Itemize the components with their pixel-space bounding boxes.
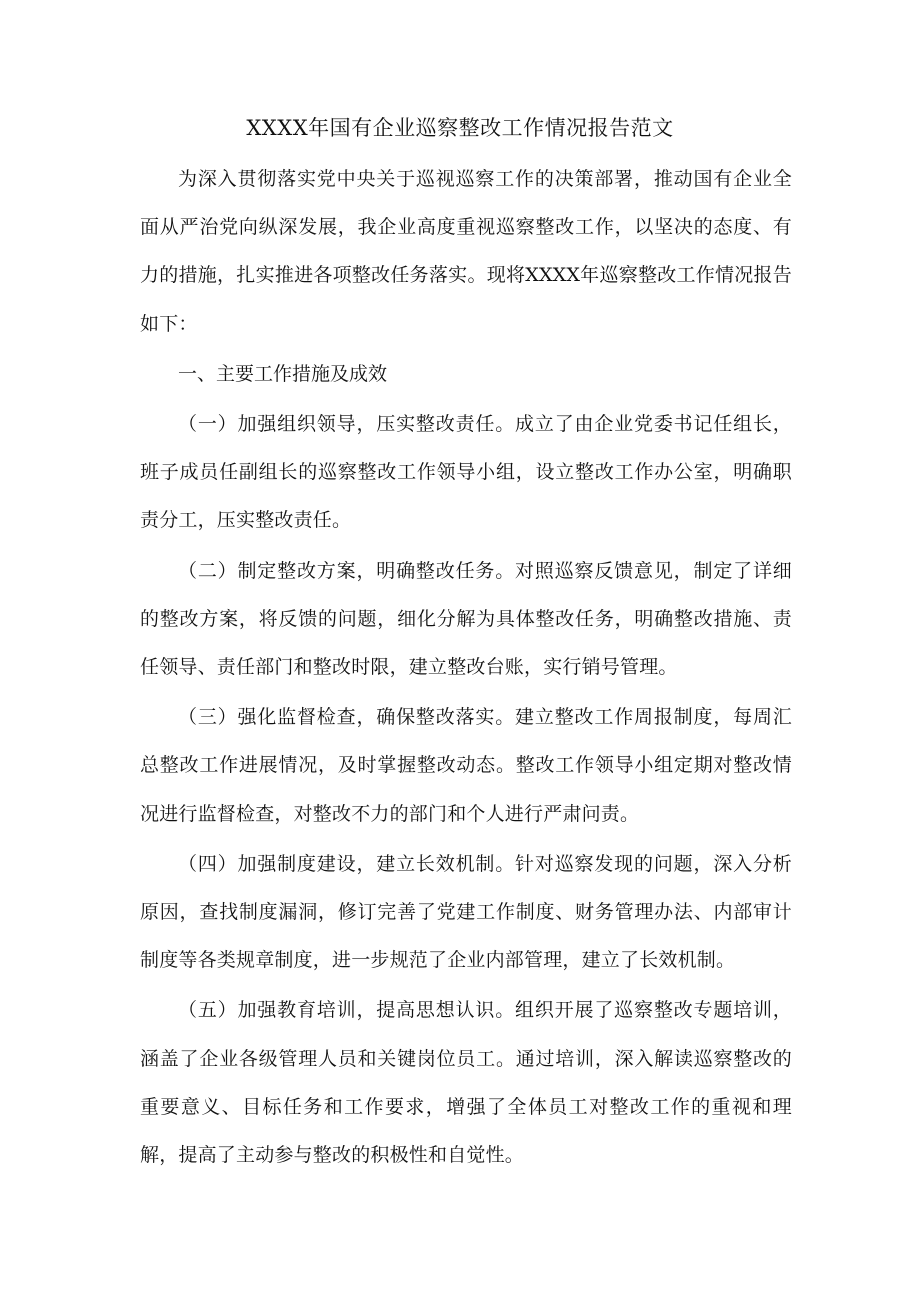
- item-paragraph-1: （一）加强组织领导，压实整改责任。成立了由企业党委书记任组长，班子成员任副组长的巡察整改工作领导小组，设立整改工作办公室，明确职责分工，压实整改责任。: [140, 413, 792, 532]
- document-title: XXXX年国有企业巡察整改工作情况报告范文: [246, 116, 674, 140]
- document-body: [140, 155, 792, 1181]
- item-paragraph-2: （二）制定整改方案，明确整改任务。对照巡察反馈意见，制定了详细的整改方案，将反馈的问题，细化分解为具体整改任务，明确整改措施、责任领导、责任部门和整改时限，建立整改台账，实行销号管理。: [140, 559, 792, 679]
- intro-paragraph: 为深入贯彻落实党中央关于巡视巡察工作的决策部署，推动国有企业全面从严治党向纵深发展，我企业高度重视巡察整改工作，以坚决的态度、有力的措施，扎实推进各项整改任务落实。现将XXXX年巡察整改工作情况报告如下：: [140, 168, 792, 335]
- item-paragraph-3: （三）强化监督检查，确保整改落实。建立整改工作周报制度，每周汇总整改工作进展情况，及时掌握整改动态。整改工作领导小组定期对整改情况进行监督检查，对整改不力的部门和个人进行严肃问责。: [140, 706, 792, 825]
- section-heading: 一、主要工作措施及成效: [178, 362, 388, 385]
- item-paragraph-5: （五）加强教育培训，提高思想认识。组织开展了巡察整改专题培训，涵盖了企业各级管理人员和关键岗位员工。通过培训，深入解读巡察整改的重要意义、目标任务和工作要求，增强了全体员工对整改工作的重视和理解，提高了主动参与整改的积极性和自觉性。: [140, 999, 792, 1167]
- item-paragraph-4: （四）加强制度建设，建立长效机制。针对巡察发现的问题，深入分析原因，查找制度漏洞，修订完善了党建工作制度、财务管理办法、内部审计制度等各类规章制度，进一步规范了企业内部管理，建立了长效机制。: [140, 852, 792, 972]
